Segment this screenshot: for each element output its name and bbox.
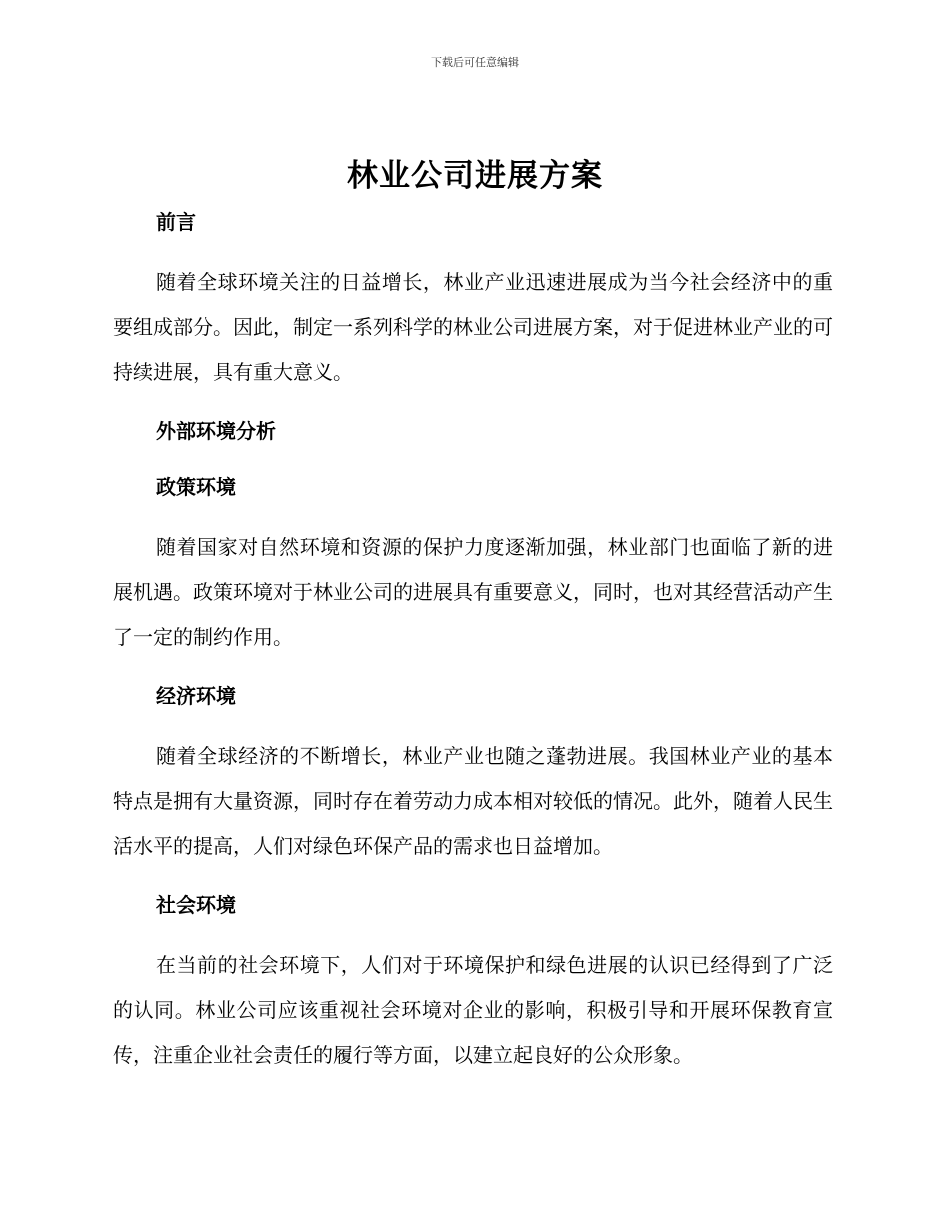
section-heading-social: 社会环境: [156, 893, 236, 917]
paragraph-social: 在当前的社会环境下，人们对于环境保护和绿色进展的认识已经得到了广泛的认同。林业公司应该重视社会环境对企业的影响，积极引导和开展环保教育宣传，注重企业社会责任的履行等方面，以建立起良好的公众形象。: [113, 953, 833, 1067]
section-heading-policy: 政策环境: [156, 475, 236, 499]
section-heading-external-analysis: 外部环境分析: [156, 419, 276, 443]
document-title: 林业公司进展方案: [347, 158, 603, 194]
paragraph-preface: 随着全球环境关注的日益增长，林业产业迅速进展成为当今社会经济中的重要组成部分。因此，制定一系列科学的林业公司进展方案，对于促进林业产业的可持续进展，具有重大意义。: [113, 270, 833, 384]
section-heading-economic: 经济环境: [156, 684, 236, 708]
document-body: [113, 204, 833, 1078]
paragraph-economic: 随着全球经济的不断增长，林业产业也随之蓬勃进展。我国林业产业的基本特点是拥有大量资源，同时存在着劳动力成本相对较低的情况。此外，随着人民生活水平的提高，人们对绿色环保产品的需求也日益增加。: [113, 744, 833, 858]
paragraph-policy: 随着国家对自然环境和资源的保护力度逐渐加强，林业部门也面临了新的进展机遇。政策环境对于林业公司的进展具有重要意义，同时，也对其经营活动产生了一定的制约作用。: [113, 535, 833, 649]
section-heading-preface: 前言: [156, 210, 196, 234]
header-note: 下载后可任意编辑: [431, 56, 519, 69]
